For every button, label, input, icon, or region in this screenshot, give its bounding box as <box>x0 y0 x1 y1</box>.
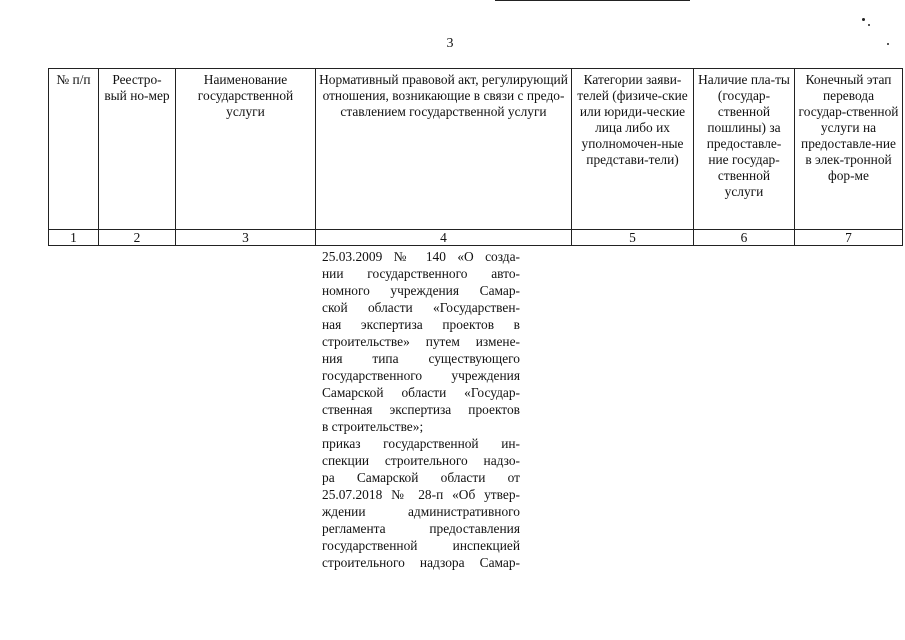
text-line: спекции строительного надзо- <box>322 453 520 468</box>
index-cell: 7 <box>795 230 903 246</box>
header-row <box>49 69 903 230</box>
scan-speck <box>887 43 889 45</box>
text-line: ра Самарской области от <box>322 470 520 485</box>
header-cell-fee: Наличие пла-ты (государ-ственной пошлины) за предоставле-ние государ-ственной услуги <box>694 69 795 230</box>
header-cell-number: № п/п <box>49 69 99 230</box>
header-cell-applicant-categories: Категории заяви-телей (физиче-ские или юриди-ческие лица либо их уполномочен-ные представи-тели) <box>572 69 694 230</box>
scan-speck <box>862 18 865 21</box>
index-cell: 6 <box>694 230 795 246</box>
text-line: государственного учреждения <box>322 368 520 383</box>
text-line: ния типа существующего <box>322 351 520 366</box>
text-line: 25.07.2018 № 28-п «Об утвер- <box>322 487 520 502</box>
text-line: ственная экспертиза проектов <box>322 402 520 417</box>
index-row <box>49 230 903 246</box>
text-line: государственной инспекцией <box>322 538 520 553</box>
index-cell: 3 <box>176 230 316 246</box>
text-line: строительстве» путем измене- <box>322 334 520 349</box>
text-line: в строительстве»; <box>322 419 424 434</box>
index-cell: 2 <box>99 230 176 246</box>
services-table <box>48 68 903 246</box>
page-number: 3 <box>446 36 454 51</box>
text-line: регламента предоставления <box>322 521 520 536</box>
header-cell-final-stage: Конечный этап перевода государ-ственной услуги на предоставле-ние в элек-тронной фор-ме <box>795 69 903 230</box>
top-rule <box>495 0 690 1</box>
header-cell-legal-act: Нормативный правовой акт, регулирующий отношения, возникающие в связи с предо-ставлением государственной услуги <box>316 69 572 230</box>
header-cell-service-name: Наименование государственной услуги <box>176 69 316 230</box>
index-cell: 1 <box>49 230 99 246</box>
text-line: ждении административного <box>322 504 520 519</box>
text-line: ской области «Государствен- <box>322 300 520 315</box>
legal-act-continuation <box>322 248 520 571</box>
text-line: нии государственного авто- <box>322 266 520 281</box>
text-line: приказ государственной ин- <box>322 436 520 451</box>
text-line: номного учреждения Самар- <box>322 283 520 298</box>
text-line: 25.03.2009 № 140 «О созда- <box>322 249 520 264</box>
text-line: строительного надзора Самар- <box>322 555 520 570</box>
header-cell-registry-number: Реестро-вый но-мер <box>99 69 176 230</box>
index-cell: 4 <box>316 230 572 246</box>
index-cell: 5 <box>572 230 694 246</box>
text-line: Самарской области «Государ- <box>322 385 520 400</box>
scan-speck <box>868 24 870 26</box>
text-line: ная экспертиза проектов в <box>322 317 520 332</box>
